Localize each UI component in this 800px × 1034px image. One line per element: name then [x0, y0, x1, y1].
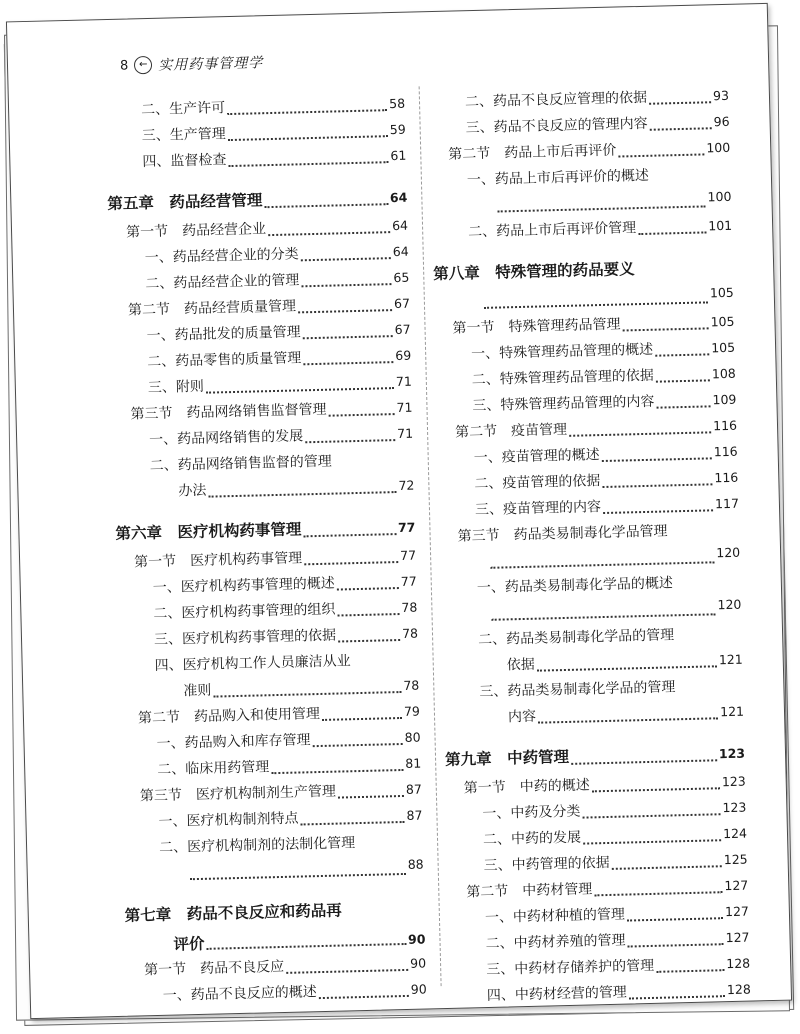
leader-dots: [301, 257, 391, 261]
toc-entry-label: 第一节 中药的概述: [463, 777, 590, 797]
leader-dots: [656, 379, 710, 382]
toc-entry-label: 三、中药材存储养护的管理: [486, 957, 655, 979]
toc-entry-label: 二、医疗机构制剂的法制化管理: [158, 835, 356, 856]
toc-page-number: 79: [403, 703, 421, 719]
toc-entry-label: 一、特殊管理药品管理的概述: [470, 341, 654, 363]
toc-entry-label: 第二节 中药材管理: [466, 881, 593, 901]
toc-page-number: 59: [389, 121, 406, 138]
toc-entry-label: 办法: [178, 482, 207, 500]
toc-entry-label: 一、医疗机构制剂特点: [158, 810, 299, 830]
toc-entry-label: 第二节 药品经营质量管理: [127, 298, 297, 319]
leader-dots: [213, 691, 401, 698]
toc-entry-label: 第二节 药品购入和使用管理: [137, 705, 321, 727]
toc-entry-label: 四、医疗机构工作人员廉洁从业: [154, 653, 351, 675]
toc-page-number: 101: [708, 217, 733, 234]
leader-dots: [313, 743, 403, 747]
toc-page-number: 64: [392, 243, 409, 260]
leader-dots: [206, 387, 394, 394]
toc-entry-label: 四、中药材经营的管理: [486, 984, 628, 1004]
leader-dots: [569, 431, 711, 436]
toc-entry-label: 第一节 特殊管理药品管理: [452, 316, 621, 337]
leader-dots: [571, 759, 717, 765]
leader-dots: [537, 665, 717, 671]
toc-entry-label: 三、特殊管理药品管理的内容: [472, 393, 655, 415]
toc-entry-label: 第三节 医疗机构制剂生产管理: [139, 783, 337, 805]
toc-page-number: 64: [391, 217, 409, 234]
leader-dots: [656, 969, 724, 973]
leader-dots: [303, 361, 393, 365]
toc-entry-label: 二、药品网络销售监督的管理: [149, 453, 332, 475]
toc-entry-label: 第三节 药品类易制毒化学品管理: [457, 523, 668, 545]
toc-entry-label: 二、药品上市后再评价管理: [468, 220, 637, 241]
leader-dots: [657, 405, 711, 408]
toc-page-number: 123: [718, 745, 746, 762]
leader-dots: [623, 327, 709, 331]
toc-page-number: 61: [390, 147, 407, 164]
toc-entry-label: 准则: [183, 682, 212, 700]
toc-entry-label: 第一节 药品经营企业: [125, 221, 267, 241]
toc-page-number: 116: [712, 417, 738, 434]
leader-dots: [301, 821, 405, 826]
leader-dots: [298, 309, 392, 313]
leader-dots: [286, 969, 408, 974]
toc-page-number: 124: [722, 825, 748, 842]
toc-entry-label: 第三节 药品网络销售监督管理: [130, 401, 327, 423]
leader-dots: [538, 717, 718, 723]
leader-dots: [271, 769, 403, 774]
toc-page-number: 77: [397, 519, 416, 536]
toc-page-number: 58: [388, 95, 406, 112]
leader-dots: [492, 613, 716, 620]
toc-entry-label: 三、附则: [147, 378, 205, 397]
toc-entry-label: 三、药品不良反应的管理内容: [465, 115, 648, 137]
toc-entry-label: 一、药品批发的质量管理: [146, 324, 301, 345]
arrow-left-icon: ←: [134, 56, 152, 74]
toc-page-number: 105: [709, 284, 734, 301]
toc-page-number: 127: [724, 877, 749, 894]
toc-entry-label: 二、药品零售的质量管理: [147, 350, 302, 371]
toc-page-number: 64: [389, 189, 408, 206]
leader-dots: [304, 561, 398, 565]
toc-entry-label: 二、生产许可: [140, 100, 226, 119]
leader-dots: [594, 891, 722, 896]
leader-dots: [612, 865, 722, 870]
running-header: [120, 50, 264, 77]
leader-dots: [265, 203, 389, 208]
toc-page-number: 65: [393, 269, 410, 286]
toc-entry-label: 一、疫苗管理的概述: [473, 447, 600, 467]
toc-entry-label: 三、生产管理: [141, 126, 226, 145]
toc-page-number: 123: [721, 773, 746, 790]
toc-page-number: 78: [403, 677, 420, 693]
toc-page-number: 108: [711, 365, 736, 382]
leader-dots: [301, 283, 391, 287]
toc-entry-label: 一、药品经营企业的分类: [144, 246, 299, 267]
toc-page-number: 71: [397, 425, 414, 442]
toc-entry-label: 二、中药材养殖的管理: [485, 932, 626, 953]
leader-dots: [650, 127, 712, 131]
toc-page-number: 87: [406, 807, 423, 823]
toc-page-number: 127: [724, 903, 750, 920]
toc-entry-label: 三、药品类易制毒化学品的管理: [479, 679, 676, 701]
book-title: 实用药事管理学: [158, 55, 264, 74]
toc-entry-label: 二、药品类易制毒化学品的管理: [477, 627, 675, 649]
toc-entry-label: 一、中药材种植的管理: [484, 906, 626, 927]
page-number: 8: [119, 57, 129, 74]
toc-entry-label: 第一节 医疗机构药事管理: [133, 550, 303, 571]
leader-dots: [305, 439, 395, 443]
leader-dots: [629, 995, 725, 999]
toc-entry-label: 二、特殊管理药品管理的依据: [471, 367, 654, 389]
toc-entry-label: 四、监督检查: [142, 152, 227, 171]
toc-entry-label: 评价: [173, 933, 205, 954]
toc-left-column: [105, 93, 427, 1012]
toc-entry-label: 一、药品购入和库存管理: [156, 732, 311, 752]
toc-entry-label: 内容: [507, 708, 537, 726]
toc-entry-label: 一、药品不良反应的概述: [162, 984, 317, 1004]
toc-page-number: 105: [710, 313, 735, 330]
toc-page-number: 116: [714, 469, 739, 486]
leader-dots: [337, 587, 399, 591]
leader-dots: [627, 917, 723, 921]
toc-entry-label: 第九章 中药管理: [444, 747, 570, 769]
toc-entry-label: 第一节 药品不良反应: [143, 958, 285, 979]
toc-page-number: 67: [394, 321, 411, 338]
toc-entry-label: 一、药品上市后再评价的概述: [466, 167, 650, 189]
toc-entry-label: 三、医疗机构药事管理的依据: [153, 627, 337, 649]
toc-entry-label: 二、疫苗管理的依据: [474, 473, 601, 493]
leader-dots: [618, 153, 704, 157]
toc-entry-label: 三、疫苗管理的内容: [474, 499, 602, 519]
leader-dots: [319, 995, 409, 999]
toc-entry-label: 第二节 疫苗管理: [454, 421, 568, 441]
toc-entry-label: 第二节 药品上市后再评价: [448, 142, 617, 163]
toc-page-number: 71: [395, 373, 413, 390]
toc-page-number: 81: [405, 755, 422, 771]
toc-entry-label: 二、中药的发展: [482, 829, 582, 849]
toc-page-number: 116: [713, 443, 738, 460]
toc-entry-label: 第六章 医疗机构药事管理: [115, 520, 302, 543]
leader-dots: [602, 483, 712, 488]
toc-page-number: 120: [717, 596, 742, 613]
leader-dots: [583, 839, 721, 844]
toc-entry-label: 二、临床用药管理: [157, 759, 270, 778]
toc-page-number: 121: [718, 651, 743, 668]
toc-page-number: 117: [714, 495, 740, 512]
toc-entry-label: 一、药品网络销售的发展: [148, 428, 304, 449]
toc-entry-label: 一、医疗机构药事管理的概述: [152, 575, 335, 597]
toc-page-number: 123: [722, 799, 747, 816]
toc-page-number: 120: [716, 544, 741, 561]
leader-dots: [602, 457, 712, 462]
leader-dots: [638, 231, 706, 235]
leader-dots: [592, 787, 720, 792]
toc-page-number: 77: [400, 573, 417, 589]
toc-entry-label: 一、中药及分类: [482, 803, 581, 823]
toc-page-number: 87: [405, 781, 422, 797]
leader-dots: [329, 413, 395, 417]
toc-page-number: 78: [401, 599, 418, 615]
leader-dots: [628, 943, 724, 947]
leader-dots: [603, 509, 713, 514]
leader-dots: [303, 335, 393, 339]
leader-dots: [490, 561, 714, 568]
toc-page-number: 90: [407, 931, 426, 947]
leader-dots: [322, 717, 402, 721]
toc-entry-label: 二、药品经营企业的管理: [145, 272, 300, 293]
toc-page-number: 72: [398, 477, 415, 494]
toc-entry-label: 第八章 特殊管理的药品要义: [433, 260, 635, 284]
book-page: [6, 3, 792, 1019]
toc-entry-label: 二、药品不良反应管理的依据: [464, 89, 648, 111]
leader-dots: [649, 101, 711, 105]
toc-page-number: 127: [725, 929, 750, 946]
toc-page-number: 100: [707, 188, 732, 205]
leader-dots: [207, 943, 407, 950]
leader-dots: [228, 161, 388, 167]
toc-page-number: 96: [713, 113, 730, 130]
leader-dots: [484, 301, 708, 308]
toc-page-number: 90: [410, 981, 427, 997]
toc-entry-label: 依据: [506, 656, 535, 674]
toc-page-number: 109: [712, 391, 737, 408]
leader-dots: [655, 353, 709, 356]
leader-dots: [498, 205, 706, 212]
leader-dots: [338, 613, 400, 617]
toc-page-number: 71: [396, 399, 413, 416]
toc-entry-label: 第五章 药品经营管理: [107, 191, 263, 214]
leader-dots: [190, 873, 406, 880]
leader-dots: [304, 533, 397, 537]
leader-dots: [338, 639, 400, 643]
toc-entry-label: 三、中药管理的依据: [483, 854, 610, 875]
toc-page-number: 69: [395, 347, 412, 364]
leader-dots: [228, 135, 388, 141]
toc-page-number: 125: [723, 851, 748, 868]
leader-dots: [268, 231, 390, 236]
toc-page-number: 90: [409, 955, 427, 971]
leader-dots: [227, 109, 387, 115]
leader-dots: [338, 795, 404, 799]
toc-page-number: 88: [407, 856, 424, 872]
toc-page-number: 77: [399, 547, 417, 563]
toc-page-number: 78: [401, 625, 419, 641]
toc-page-number: 100: [706, 139, 731, 156]
toc-entry-label: 二、医疗机构药事管理的组织: [153, 601, 336, 623]
toc-entry-label: 第七章 药品不良反应和药品再: [124, 901, 342, 925]
leader-dots: [209, 491, 397, 498]
toc-right-column: [429, 85, 751, 1012]
toc-entry-label: 一、药品类易制毒化学品的概述: [476, 575, 674, 597]
toc-page-number: 105: [711, 339, 736, 356]
toc-page-number: 128: [726, 981, 751, 998]
leader-dots: [583, 813, 721, 818]
toc-page-number: 128: [726, 955, 751, 972]
toc-page-number: 80: [404, 729, 421, 745]
toc-page-number: 121: [719, 703, 745, 720]
toc-page-number: 67: [393, 295, 411, 312]
toc-page-number: 93: [712, 87, 730, 104]
